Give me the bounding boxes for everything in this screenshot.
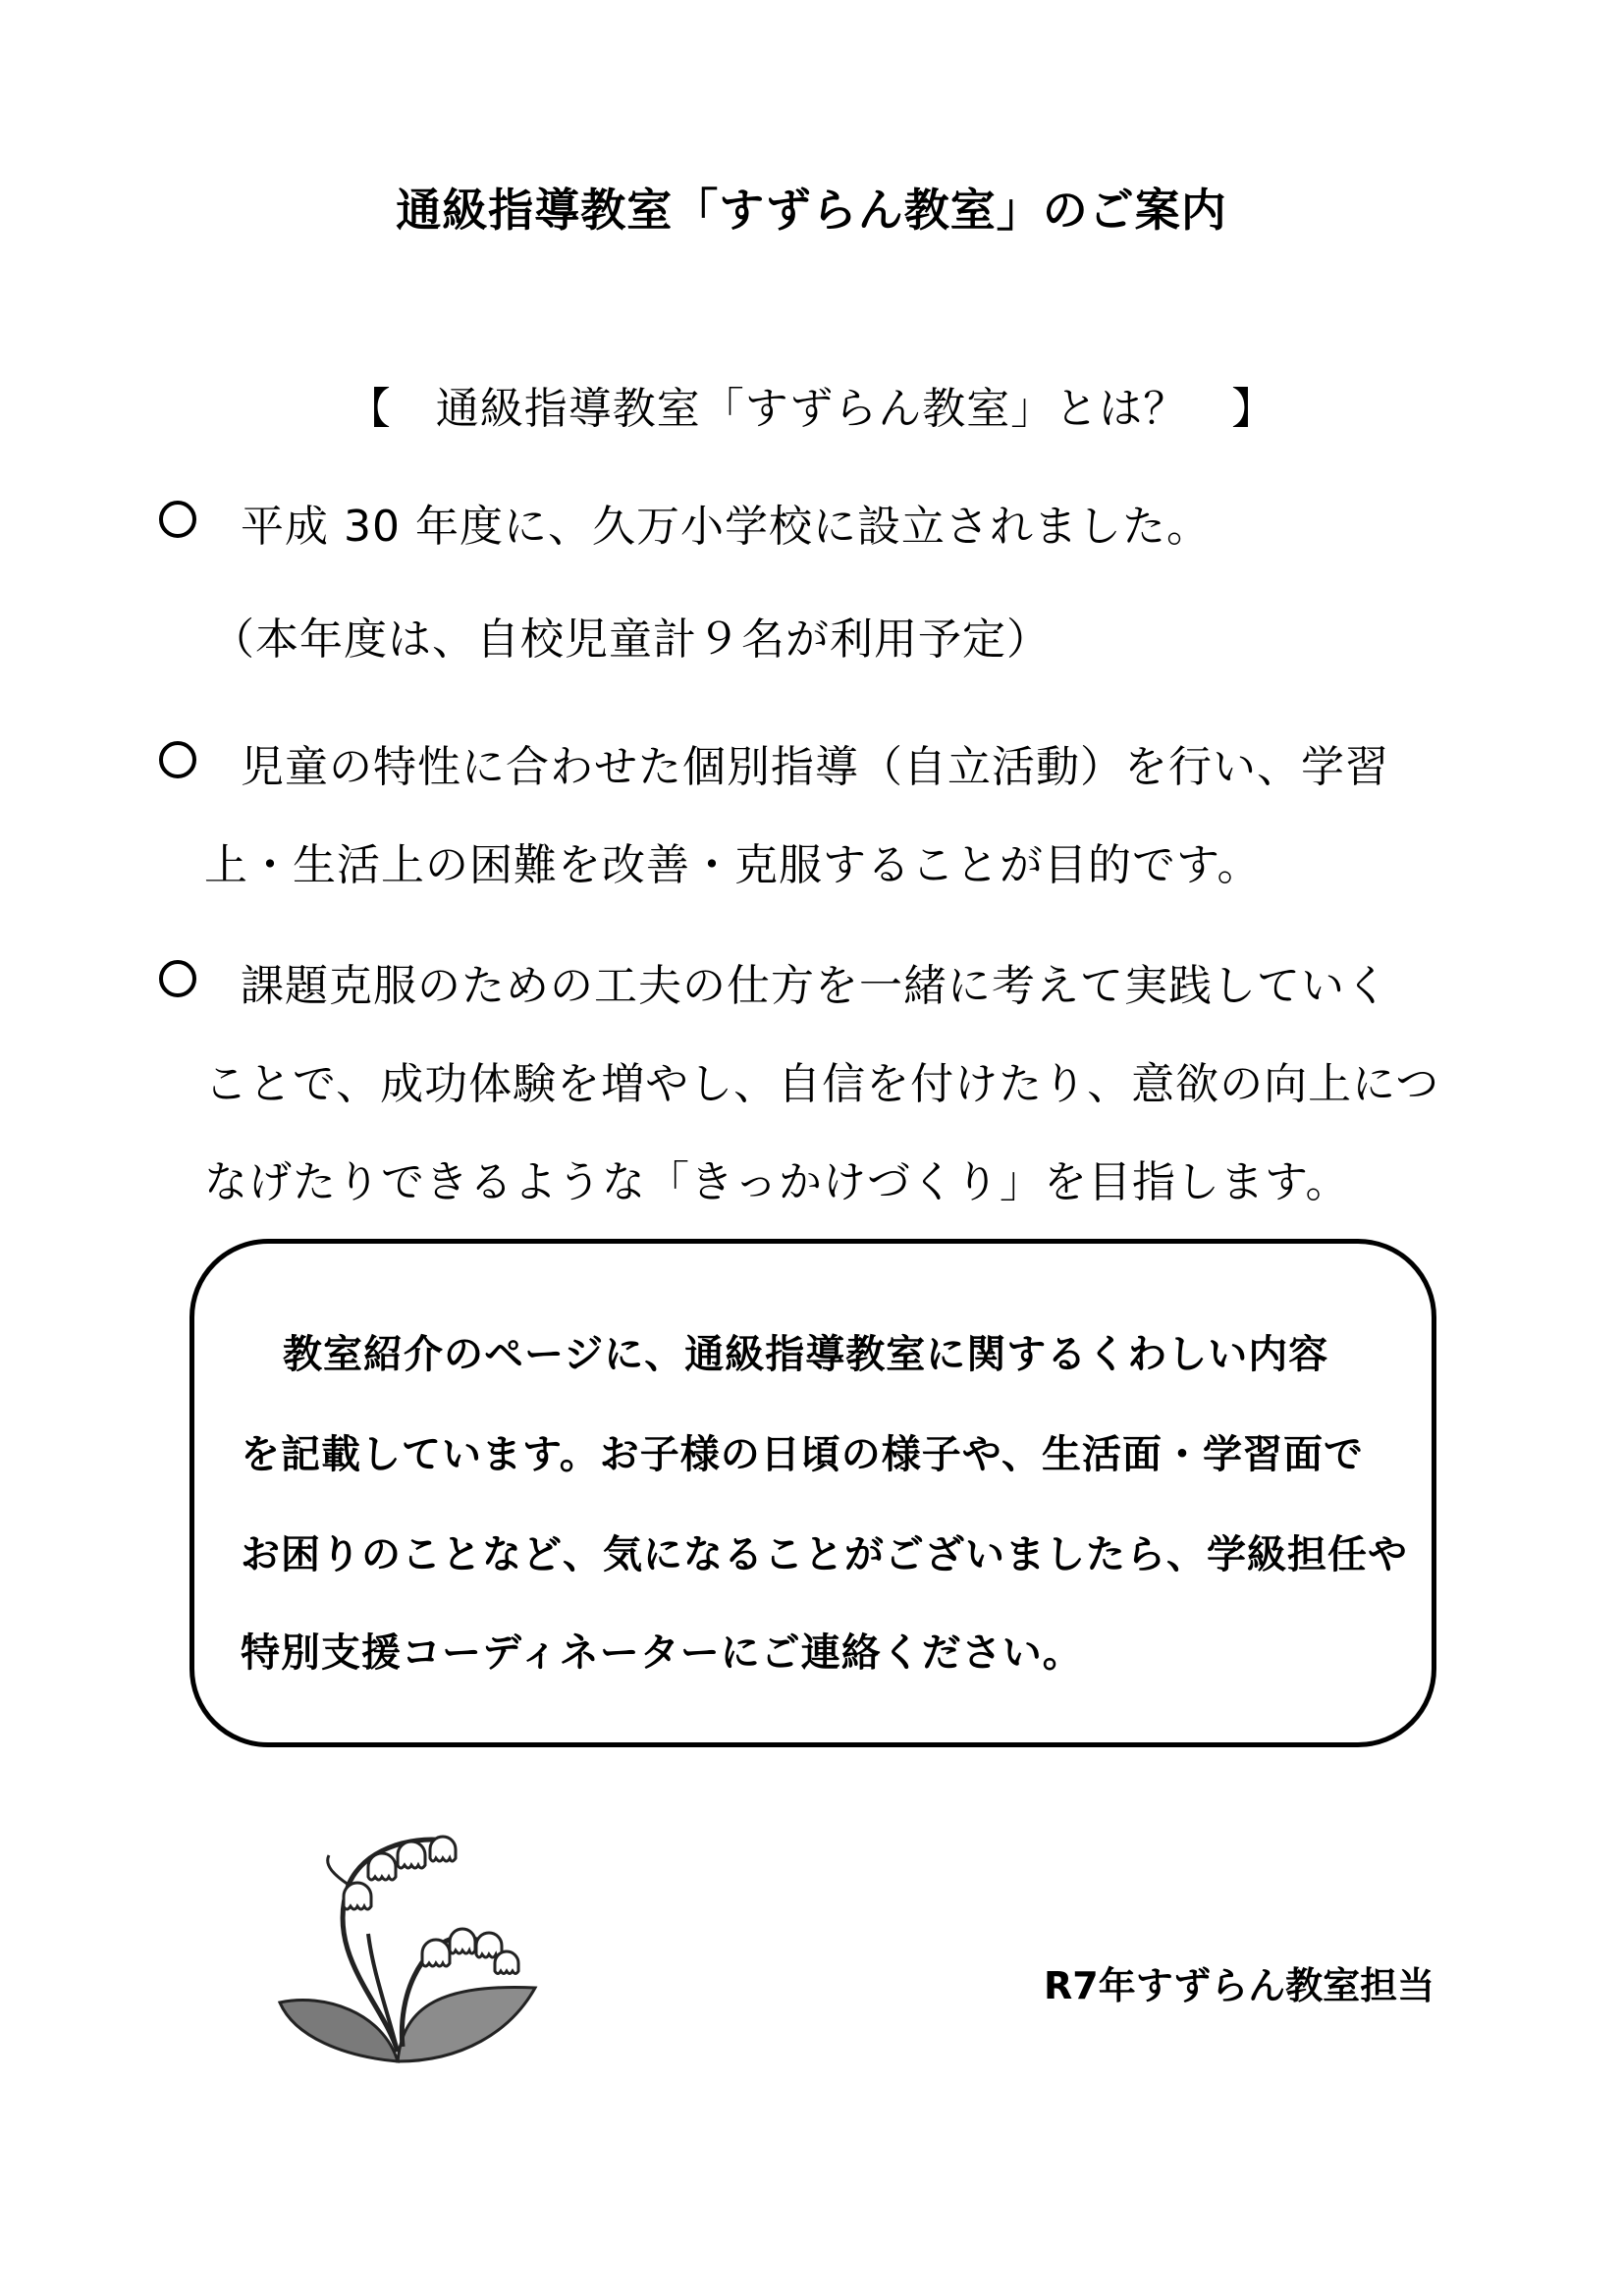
item-1-note: （本年度は、自校児童計９名が利用予定）	[211, 614, 1051, 665]
lily-of-the-valley-icon	[275, 1826, 540, 2081]
item-3-line-3: なげたりできるような「きっかけづくり」を目指します。	[204, 1157, 1350, 1207]
section-heading: 【 通級指導教室「すずらん教室」とは？ 】	[347, 384, 1276, 434]
signature: R7年すずらん教室担当	[1044, 1964, 1435, 2007]
info-box-line-3: お困りのことなど、気になることがございましたら、学級担任や	[241, 1532, 1408, 1577]
circle-bullet-icon	[159, 960, 196, 997]
item-2-line-1: 児童の特性に合わせた個別指導（自立活動）を行い、学習	[241, 742, 1389, 792]
info-box-line-1: 教室紹介のページに、通級指導教室に関するくわしい内容	[283, 1332, 1329, 1377]
info-box-line-4: 特別支援コーディネーターにご連絡ください。	[241, 1630, 1083, 1676]
item-3-line-1: 課題克服のための工夫の仕方を一緒に考えて実践していく	[241, 961, 1389, 1011]
circle-bullet-icon	[159, 741, 196, 778]
circle-bullet-icon	[159, 501, 196, 538]
item-3-line-2: ことで、成功体験を増やし、自信を付けたり、意欲の向上につ	[204, 1059, 1440, 1109]
item-1-line-1: 平成 30 年度に、久万小学校に設立されました。	[241, 502, 1211, 552]
item-2-line-2: 上・生活上の困難を改善・克服することが目的です。	[204, 840, 1262, 890]
info-box-line-2: を記載しています。お子様の日頃の様子や、生活面・学習面で	[241, 1432, 1364, 1477]
page-title: 通級指導教室「すずらん教室」のご案内	[396, 184, 1227, 237]
